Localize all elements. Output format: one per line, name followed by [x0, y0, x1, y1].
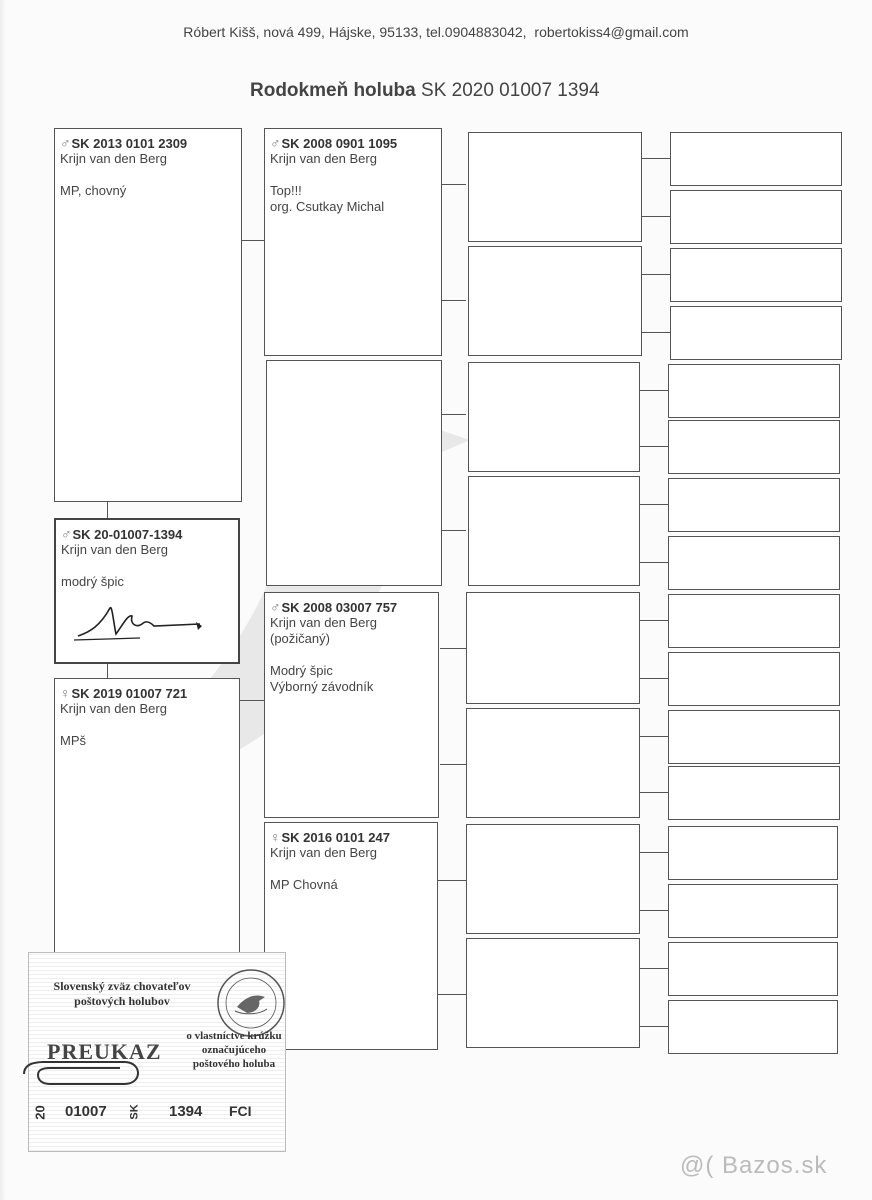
connector — [640, 390, 668, 391]
connector — [640, 968, 668, 969]
connector — [440, 648, 466, 649]
ancestor-box — [468, 476, 640, 586]
mother-ring: ♀SK 2019 01007 721 — [60, 685, 188, 701]
ff-breeder: Krijn van den Berg — [270, 151, 377, 166]
ff-note1: Top!!! — [270, 183, 302, 198]
connector — [438, 880, 466, 881]
connector — [640, 562, 668, 563]
card-ring-bird: 1394 — [169, 1103, 203, 1120]
ancestor-box — [668, 364, 840, 418]
connector — [442, 414, 466, 415]
mm-note: MP Chovná — [270, 877, 338, 892]
connector — [640, 910, 668, 911]
mf-note2: Výborný závodník — [270, 679, 374, 694]
owner-details: Róbert Kišš, nová 499, Hájske, 95133, tel.0904883042, — [183, 24, 527, 40]
grandfather-maternal-box — [264, 592, 439, 818]
ancestor-box — [668, 1000, 838, 1054]
mf-breeder2: (požičaný) — [270, 631, 330, 646]
connector — [642, 274, 670, 275]
card-ring-year: 20 — [32, 1105, 48, 1120]
card-ring-country: SK — [128, 1104, 141, 1120]
ancestor-box — [466, 824, 640, 934]
ff-note2: org. Csutkay Michal — [270, 199, 385, 214]
ancestor-box — [668, 652, 840, 706]
connector — [107, 664, 108, 678]
connector — [442, 530, 466, 531]
ancestor-box — [670, 306, 842, 360]
connector — [642, 158, 670, 159]
female-symbol-icon: ♀ — [60, 685, 71, 701]
father-breeder: Krijn van den Berg — [60, 151, 167, 166]
grandfather-paternal-box — [264, 128, 442, 356]
ancestor-box — [466, 938, 640, 1048]
ancestor-box — [466, 708, 640, 818]
ancestor-box — [468, 362, 640, 472]
connector — [640, 446, 668, 447]
mother-note: MPš — [60, 733, 86, 748]
ancestor-box — [668, 536, 840, 590]
signature — [70, 596, 210, 646]
mf-breeder: Krijn van den Berg — [270, 615, 377, 630]
ancestor-box — [668, 766, 840, 820]
connector — [640, 736, 668, 737]
subject-breeder: Krijn van den Berg — [61, 542, 168, 557]
owner-email: robertokiss4@gmail.com — [534, 24, 689, 40]
father-note: MP, chovný — [60, 183, 127, 198]
connector — [640, 792, 668, 793]
female-symbol-icon: ♀ — [270, 829, 281, 845]
mother-breeder: Krijn van den Berg — [60, 701, 167, 716]
male-symbol-icon: ♂ — [60, 135, 71, 151]
connector — [442, 184, 466, 185]
owner-header — [0, 24, 872, 40]
male-symbol-icon: ♂ — [270, 599, 281, 615]
mf-note1: Modrý špic — [270, 663, 333, 678]
connector — [242, 240, 264, 241]
card-description: o vlastníctve krúžku označujúceho poštového holuba — [186, 1030, 282, 1070]
ancestor-box — [668, 594, 840, 648]
ancestor-box — [468, 132, 642, 242]
grandmother-maternal-box — [264, 822, 438, 1050]
connector — [107, 502, 108, 518]
connector — [640, 1026, 668, 1027]
connector — [642, 216, 670, 217]
pedigree-title — [250, 80, 600, 102]
connector — [640, 678, 668, 679]
connector — [440, 764, 466, 765]
mm-ring: ♀SK 2016 0101 247 — [270, 829, 390, 845]
ring-ownership-card — [28, 952, 286, 1152]
mm-breeder: Krijn van den Berg — [270, 845, 377, 860]
mf-ring: ♂SK 2008 03007 757 — [270, 599, 398, 615]
ancestor-box — [668, 420, 840, 474]
card-ring-club: 01007 — [65, 1103, 107, 1120]
subject-ring: ♂SK 20-01007-1394 — [61, 526, 183, 542]
card-document-title: PREUKAZ — [47, 1039, 162, 1064]
ancestor-box — [466, 592, 640, 704]
ancestor-box — [668, 710, 840, 764]
connector — [640, 504, 668, 505]
title-ring: SK 2020 01007 1394 — [421, 80, 600, 101]
mother-box — [54, 678, 240, 952]
father-ring: ♂SK 2013 0101 2309 — [60, 135, 188, 151]
male-symbol-icon: ♂ — [270, 135, 281, 151]
ancestor-box — [668, 478, 840, 532]
ff-ring: ♂SK 2008 0901 1095 — [270, 135, 398, 151]
card-ring-fci: FCI — [229, 1103, 252, 1119]
connector — [640, 852, 668, 853]
connector — [642, 332, 670, 333]
connector — [640, 620, 668, 621]
ancestor-box — [668, 884, 838, 938]
father-box — [54, 128, 242, 502]
bazos-watermark: @( Bazos.sk — [680, 1152, 828, 1179]
ancestor-box — [668, 826, 838, 880]
connector — [442, 300, 466, 301]
ancestor-box — [670, 190, 842, 244]
male-symbol-icon: ♂ — [61, 526, 72, 542]
paper-clip-icon — [20, 1058, 140, 1088]
connector — [438, 994, 466, 995]
connector — [240, 700, 264, 701]
card-organization: Slovenský zväz chovateľov poštových holubov — [53, 979, 191, 1008]
ancestor-box — [670, 248, 842, 302]
ancestor-box — [468, 246, 642, 356]
ancestor-box — [668, 942, 838, 996]
title-prefix: Rodokmeň holuba — [250, 80, 416, 101]
ancestor-box — [670, 132, 842, 186]
grandmother-paternal-box — [266, 360, 442, 586]
subject-note: modrý špic — [61, 574, 124, 589]
